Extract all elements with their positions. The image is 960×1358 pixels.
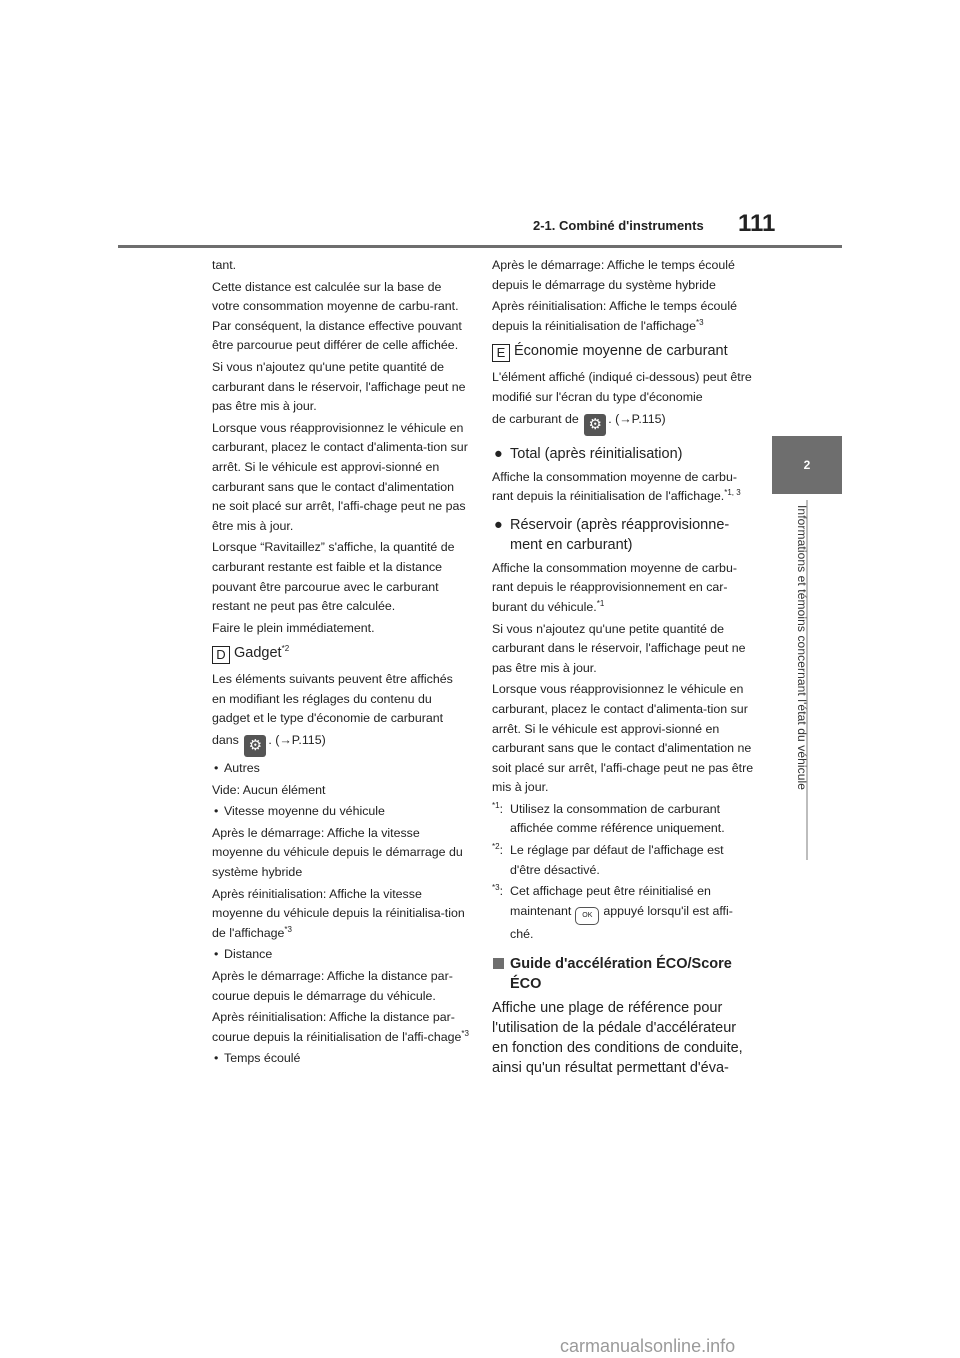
list-item: • Vitesse moyenne du véhicule: [214, 804, 385, 819]
paragraph: Si vous n'ajoutez qu'une petite quantité de carburant dans le réservoir, l'affichage peut ne pas être mis à jour.: [492, 621, 746, 675]
gadget-dans: dans: [212, 733, 239, 748]
footnote-mark: *2: [492, 841, 500, 851]
footnote-ref: *1, 3: [724, 488, 741, 498]
footnote-mark: *3: [492, 883, 500, 893]
paragraph: Après le démarrage: Affiche le temps écoulé depuis le démarrage du système hybride: [492, 258, 735, 292]
footnote-ref: *3: [284, 924, 292, 934]
ok-button-icon: OK: [575, 907, 599, 925]
watermark: carmanualsonline.info: [560, 1336, 736, 1356]
reservoir-title: Réservoir (après réapprovisionne-ment en carburant): [510, 516, 730, 553]
total-title: Total (après réinitialisation): [510, 445, 683, 462]
paragraph-text: Après réinitialisation: Affiche la distance par-courue depuis la réinitialisation de l'affi-chage: [212, 1010, 462, 1044]
footnote-ref: *3: [695, 317, 704, 327]
paragraph-text: Affiche la consommation moyenne de carbu-rant depuis le réapprovisionnement en car-burant du véhicule.: [492, 560, 737, 614]
right-column: [492, 256, 754, 1080]
gadget-heading: [212, 644, 470, 664]
paragraph: Lorsque vous réapprovisionnez le véhicule en carburant, placez le contact d'alimenta-tion sur arrêt. Si le véhicule est approvi-sionné en carburant sans que le contact d'alimentation ne soit placé sur arrêt, l'affi-chage peut ne pas être mis à jour.: [492, 682, 754, 795]
paragraph: Lorsque “Ravitaillez” s'affiche, la quantité de carburant restante est faible et la distance pouvant être parcourue avec le carburant restant ne peut pas être calculée.: [212, 540, 455, 614]
bullet-dot-icon: ●: [494, 445, 503, 462]
footnote: $^{*3}$: Cet affichage peut être réinitialisé en maintenant OK appuyé lorsqu'il est affi-ché.: [492, 883, 733, 941]
page-ref: . (→P.115): [608, 411, 666, 426]
chapter-title: Informations et témoins concernant l'état du véhicule: [795, 505, 809, 791]
guide-heading: [492, 954, 754, 994]
reservoir-heading: [492, 515, 754, 555]
total-heading: [492, 444, 754, 464]
footnote: $^{*2}$: Le réglage par défaut de l'affichage est d'être désactivé.: [492, 841, 724, 877]
page-ref: . (→P.115): [268, 733, 326, 748]
paragraph: Après le démarrage: Affiche la vitesse moyenne du véhicule depuis le démarrage du système hybride: [212, 825, 463, 880]
footnote-ref: *1: [596, 598, 605, 608]
page-number: 111: [738, 210, 776, 237]
eco-title: Économie moyenne de carburant: [514, 343, 728, 360]
list-item-label: Vitesse moyenne du véhicule: [224, 804, 385, 819]
left-column: [212, 256, 470, 1071]
eco-de: de carburant de: [492, 411, 579, 426]
header-divider: [118, 245, 842, 248]
eco-box-label: E: [492, 344, 510, 362]
gadget-reference: [212, 731, 470, 757]
paragraph: Lorsque vous réapprovisionnez le véhicule en carburant, placez le contact d'alimenta-tion sur arrêt. Si le véhicule est approvi-sionné en carburant sans que le contact d'alimentation ne soit placé sur arrêt, l'affi-chage peut ne pas être mis à jour.: [212, 420, 468, 533]
paragraph-text: Après réinitialisation: Affiche le temps écoulé depuis la réinitialisation de l'affichage: [492, 299, 737, 333]
gadget-box-label: D: [212, 646, 230, 664]
footnote-text: Utilisez la consommation de carburant affichée comme référence uniquement.: [510, 801, 725, 836]
paragraph-text: Après réinitialisation: Affiche la vitesse moyenne du véhicule depuis la réinitialisa-tion de l'affichage: [212, 886, 465, 940]
guide-description: Affiche une plage de référence pour l'utilisation de la pédale d'accélérateur en fonction des conditions de conduite, ainsi qu'un résultat permettant d'éva-: [492, 1000, 743, 1077]
bullet-dot-icon: ●: [494, 516, 503, 533]
paragraph: Faire le plein immédiatement.: [212, 620, 375, 635]
footnote-text: Le réglage par défaut de l'affichage est d'être désactivé.: [510, 843, 724, 877]
gear-icon: ⚙: [244, 735, 266, 757]
gadget-title: Gadget: [234, 645, 282, 662]
footnote-ref: *2: [281, 644, 290, 654]
square-marker-icon: [493, 958, 504, 969]
list-item-label: Temps écoulé: [224, 1051, 301, 1066]
paragraph: Cette distance est calculée sur la base de votre consommation moyenne de carbu-rant. Par conséquent, la distance effective pouvant être parcourue peut différer de celle affichée.: [212, 279, 462, 353]
eco-description: L'élément affiché (indiqué ci-dessous) peut être modifié sur l'écran du type d'économie: [492, 370, 752, 404]
paragraph: [492, 468, 754, 507]
list-item: • Autres: [214, 761, 260, 776]
eco-heading: [492, 342, 754, 362]
paragraph: Si vous n'ajoutez qu'une petite quantité de carburant dans le réservoir, l'affichage peut ne pas être mis à jour.: [212, 359, 466, 414]
paragraph: [492, 559, 754, 618]
gadget-description: Les éléments suivants peuvent être affichés en modifiant les réglages du contenu du gadget et le type d'économie de carburant: [212, 672, 453, 726]
list-item-label: Autres: [224, 761, 260, 776]
paragraph: Après le démarrage: Affiche la distance par-courue depuis le démarrage du véhicule.: [212, 969, 453, 1003]
guide-title: Guide d'accélération ÉCO/Score ÉCO: [510, 956, 732, 993]
footnote-mark: *1: [492, 800, 500, 810]
gear-icon: ⚙: [584, 414, 606, 436]
footnote-text: appuyé lorsqu'il est affi-ché.: [510, 903, 733, 941]
list-item: • Distance: [214, 947, 273, 962]
paragraph: [212, 1008, 470, 1047]
list-item-label: Distance: [224, 947, 273, 962]
section-title: 2-1. Combiné d'instruments: [533, 218, 704, 233]
footnote-text: Cet affichage peut être réinitialisé en maintenant: [510, 884, 711, 918]
paragraph: tant.: [212, 258, 237, 272]
footnote: $^{*1}$: Utilisez la consommation de carburant affichée comme référence uniquement.: [492, 800, 725, 836]
paragraph: Vide: Aucun élément: [212, 782, 326, 797]
eco-reference: [492, 410, 754, 436]
paragraph-text: Affiche la consommation moyenne de carbu-rant depuis la réinitialisation de l'affichage.: [492, 469, 737, 504]
footnote-ref: *3: [461, 1028, 469, 1038]
paragraph: [492, 297, 754, 336]
paragraph: [212, 885, 470, 944]
list-item: • Temps écoulé: [214, 1051, 301, 1066]
chapter-tab: 2: [772, 436, 842, 494]
